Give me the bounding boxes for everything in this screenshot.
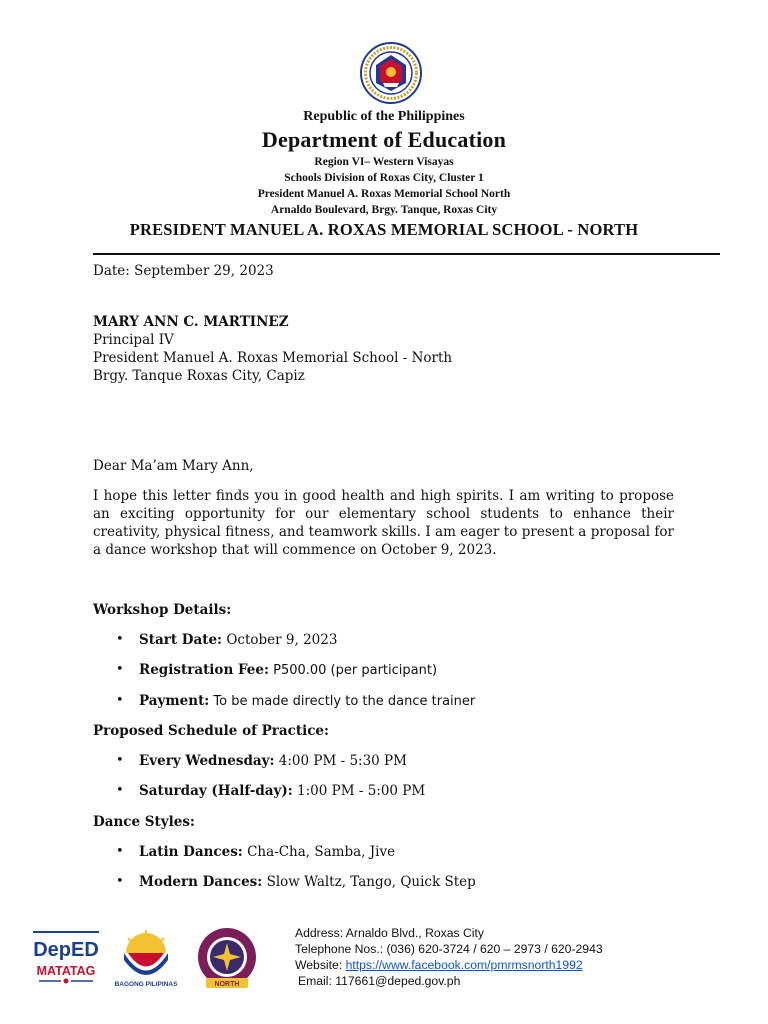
schedule-heading: Proposed Schedule of Practice:: [93, 723, 329, 739]
bullet-icon: •: [116, 844, 124, 859]
school-logo-banner: NORTH: [214, 981, 240, 988]
recipient-address: Brgy. Tanque Roxas City, Capiz: [93, 368, 305, 384]
item-value: 1:00 PM - 5:00 PM: [292, 783, 426, 799]
bullet-icon: •: [116, 632, 124, 647]
item-label: Start Date:: [139, 632, 223, 648]
item-label: Saturday (Half-day):: [139, 783, 293, 799]
item-value: To be made directly to the dance trainer: [209, 694, 476, 709]
website-link[interactable]: https://www.facebook.com/pmrmsnorth1992: [345, 958, 583, 972]
deped-wordmark: DepED: [33, 939, 99, 961]
workshop-heading: Workshop Details:: [93, 602, 232, 618]
header-divider: [93, 253, 720, 255]
deped-matatag-logo: [31, 929, 101, 989]
styles-heading: Dance Styles:: [93, 814, 195, 830]
item-value: Slow Waltz, Tango, Quick Step: [262, 874, 476, 890]
item-label: Every Wednesday:: [139, 753, 275, 769]
bullet-icon: •: [116, 693, 124, 708]
item-label: Registration Fee:: [139, 662, 269, 678]
intro-paragraph: I hope this letter finds you in good health and high spirits. I am writing to propose an exciting opportunity for our elementary school students to enhance their creativity, physical fitness, and teamwork skills. I am eager to present a proposal for a dance workshop that will commence on October 9, 2023.: [93, 488, 674, 558]
bagong-pilipinas-wordmark: BAGONG PILIPINAS: [114, 981, 178, 988]
item-label: Modern Dances:: [139, 874, 263, 890]
matatag-wordmark: MATATAG: [36, 964, 96, 978]
footer-telephone: Telephone Nos.: (036) 620-3724 / 620 – 2973 / 620-2943: [295, 942, 603, 956]
republic-line: Republic of the Philippines: [303, 109, 465, 124]
deped-seal-logo: [359, 41, 423, 105]
letter-date: Date: September 29, 2023: [93, 263, 274, 279]
address-line: Arnaldo Boulevard, Brgy. Tanque, Roxas City: [270, 204, 498, 216]
website-label: Website:: [295, 958, 346, 972]
bagong-pilipinas-logo: [114, 928, 178, 990]
item-value: October 9, 2023: [222, 632, 338, 648]
item-label: Latin Dances:: [139, 844, 243, 860]
bullet-icon: •: [116, 874, 124, 889]
school-logo: [190, 926, 264, 992]
item-value: P500.00 (per participant): [268, 663, 438, 678]
footer-contact: [295, 925, 603, 989]
school-line: President Manuel A. Roxas Memorial School North: [257, 188, 511, 200]
footer-email: Email: 117661@deped.gov.ph: [298, 974, 461, 988]
item-label: Payment:: [139, 693, 210, 709]
item-value: 4:00 PM - 5:30 PM: [274, 753, 407, 769]
bullet-icon: •: [116, 662, 124, 677]
department-title: Department of Education: [261, 127, 507, 152]
item-value: Cha-Cha, Samba, Jive: [242, 844, 396, 860]
recipient-block: [93, 313, 452, 385]
bullet-icon: •: [116, 783, 124, 798]
school-title: PRESIDENT MANUEL A. ROXAS MEMORIAL SCHOOL - NORTH: [129, 220, 639, 239]
bullet-icon: •: [116, 753, 124, 768]
recipient-name: MARY ANN C. MARTINEZ: [93, 314, 289, 330]
region-line: Region VI– Western Visayas: [314, 156, 454, 168]
recipient-school: President Manuel A. Roxas Memorial School - North: [93, 350, 453, 366]
division-line: Schools Division of Roxas City, Cluster 1: [284, 172, 484, 184]
recipient-title: Principal IV: [93, 332, 174, 348]
footer-website: [295, 957, 603, 973]
salutation: Dear Ma’am Mary Ann,: [93, 458, 254, 474]
footer-address: Address: Arnaldo Blvd., Roxas City: [295, 926, 484, 940]
